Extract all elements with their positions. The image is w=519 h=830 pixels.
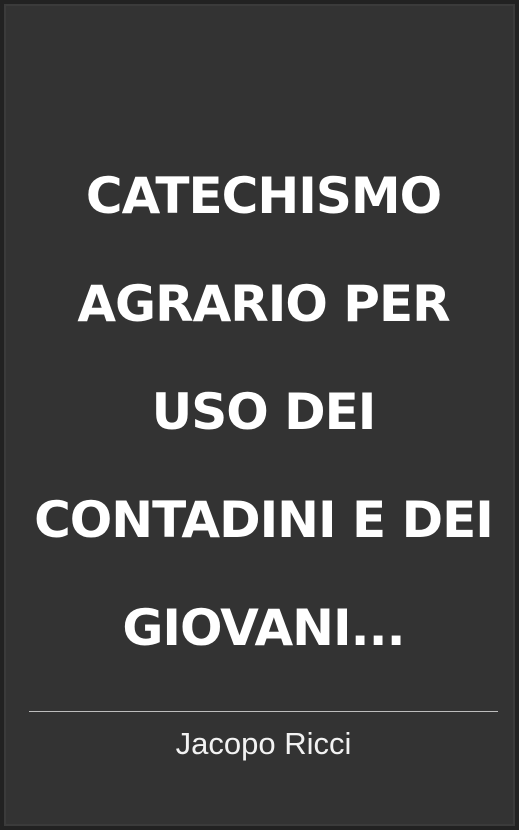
- book-title: [4, 142, 519, 682]
- title-line: CONTADINI E DEI: [34, 491, 493, 549]
- title-line: GIOVANI...: [122, 599, 405, 657]
- title-line: CATECHISMO: [85, 167, 442, 225]
- title-line: AGRARIO PER: [77, 275, 450, 333]
- title-author-divider: [29, 711, 498, 712]
- book-author: Jacopo Ricci: [175, 726, 352, 761]
- title-line: USO DEI: [151, 383, 376, 441]
